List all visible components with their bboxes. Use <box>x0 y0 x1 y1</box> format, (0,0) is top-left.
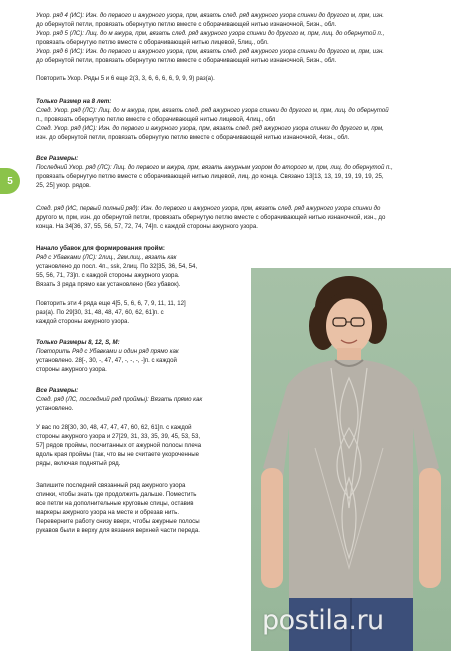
dec-row-line-1: Ряд с Убавками (ЛС): 2лиц., 2вм.лиц., вязать как <box>36 254 177 261</box>
final-line-5: Переверните работу снизу вверх, чтобы ажурные полосы <box>36 518 200 525</box>
size-8-line-1: След. Укор. ряд (ЛС): Лиц. до м ажура, прм, вязать след. ряд ажурного узора спинки до другого м, прм, лиц. до обернутой <box>36 107 389 114</box>
first-full-row-line-2: другого м, прм, изн. до обернутой петли, провязать обернутую петлю вместе с оборачивающей нитью изнаночной, изн., до <box>36 214 386 221</box>
sizes-8-12-s-m-heading: Только Размеры 8, 12, S, M: <box>36 339 120 346</box>
final-line-2: спинки, чтобы знать где продолжить дальше. Поместить <box>36 491 197 498</box>
page-number-badge: 5 <box>0 168 20 194</box>
short-row-5-line-1: Укор. ряд 5 (ЛС): Лиц. до м ажура, прм, вязать след. ряд ажурного узора спинки до другого м, прм, лиц. до обернутой п., <box>36 30 385 37</box>
repeat-4-rows-line-1: Повторить эти 4 ряда еще 4[5, 5, 6, 6, 7, 9, 11, 11, 12] <box>36 300 186 307</box>
total-line-3: 57] рядов проймы, посчитанных от ажурной полосы плеча <box>36 442 202 449</box>
total-line-4: вдоль края проймы (так, что вы не считаете укороченные <box>36 451 200 458</box>
final-line-3: все петли на дополнительные круговые спицы, оставив <box>36 500 194 507</box>
size-8-line-3: След. Укор. ряд (ИС): Изн. до первого и ажурного узора, прм, вязать след. ряд ажурного узора спинки до другого м, прм, <box>36 125 384 132</box>
short-row-6-line-1: Укор. ряд 6 (ИС): Изн. до первого и ажурного узора, прм, вязать след. ряд ажурного узора спинки до другого м, прм, изн. <box>36 48 384 55</box>
sizes-line-1: Повторить Ряд с Убавками и один ряд прямо как <box>36 348 179 355</box>
sizes-line-3: стороны ажурного узора. <box>36 366 107 373</box>
dec-row-line-4: Вязать 3 ряда прямо как установлено (без убавок). <box>36 281 181 288</box>
sizes-line-2: установлено. 28[-, 30, -, 47, 47, -, -, -, -]п. с каждой <box>36 357 177 364</box>
final-line-6: рукавов были в верху для вязания верхней части переда. <box>36 527 200 534</box>
dec-row-line-3: 55, 56, 71, 73]п. с каждой стороны ажурного узора. <box>36 272 180 279</box>
size-8-line-4: изн. до обернутой петли, провязать обернутую петлю вместе с оборачивающей нитью изнаночной, 4изн., обл. <box>36 134 350 141</box>
first-full-row-line-3: конца. На 34[36, 37, 55, 56, 57, 72, 74, 74]п. с каждой стороны ажурного узора. <box>36 223 258 230</box>
postila-watermark: postila.ru <box>262 605 384 636</box>
short-row-4-line-1: Укор. ряд 4 (ИС): Изн. до первого и ажурного узора, прм, вязать след. ряд ажурного узора спинки до другого м, прм, изн. <box>36 12 384 19</box>
armhole-heading: Начало убавок для формирования пройм: <box>36 245 165 252</box>
repeat-4-rows-line-3: каждой стороны ажурного узора. <box>36 318 130 325</box>
sweater-back-illustration <box>251 268 451 651</box>
repeat-short-rows: Повторить Укор. Ряды 5 и 6 еще 2(3, 3, 6, 6, 6, 6, 9, 9, 9) раз(а). <box>36 75 215 82</box>
last-short-row-line-3: 25, 25] укор. рядов. <box>36 182 91 189</box>
size-8-line-2: п., провязать обернутую петлю вместе с оборачивающей нитью лицевой, 4лиц., обл <box>36 116 276 123</box>
short-row-4-line-2: до обернутой петли, провязать обернутую петлю вместе с оборачивающей нитью изнаночной, 5изн., обл. <box>36 21 337 28</box>
total-line-1: У вас по 28[30, 30, 48, 47, 47, 47, 60, 62, 61]п. с каждой <box>36 424 192 431</box>
final-line-4: маркеры ажурного узора на месте и обрезав нить. <box>36 509 180 516</box>
last-short-row-line-2: провязать обернутую петлю вместе с оборачивающей нитью лицевой, лиц. до конца. Связано 13[13, 13, 19, 19, 19, 19, 25, <box>36 173 384 180</box>
short-row-5-line-2: провязать обернутую петлю вместе с оборачивающей нитью лицевой, 5лиц., обл. <box>36 39 269 46</box>
last-armhole-row-line-1: След. ряд (ЛС, последний ряд проймы): Вязать прямо как <box>36 396 203 403</box>
final-line-1: Запишите последний связанный ряд ажурного узора <box>36 482 186 489</box>
total-line-2: стороны ажурного узора и 27[29, 31, 33, 35, 39, 45, 53, 53, <box>36 433 201 440</box>
last-short-row-line-1: Последний Укор. ряд (ЛС): Лиц. до первого м ажура, прм, вязать ажурным узором до второго м, прм, лиц. до обернутой п., <box>36 164 393 171</box>
model-photo <box>251 268 451 651</box>
first-full-row-line-1: След. ряд (ИС, первый полный ряд): Изн. до первого и ажурного узора, прм, вязать след. ряд ажурного узора спинки до <box>36 205 381 212</box>
short-row-6-line-2: до обернутой петли, провязать обернутую петлю вместе с оборачивающей нитью изнаночной, 5изн., обл. <box>36 57 337 64</box>
total-line-5: ряды, включая поднятый ряд. <box>36 460 121 467</box>
last-armhole-row-line-2: установлено. <box>36 405 74 412</box>
size-8-heading: Только Размер на 8 лет: <box>36 98 112 105</box>
repeat-4-rows-line-2: раз(а). По 29[30, 31, 48, 48, 47, 60, 62, 61]п. с <box>36 309 164 316</box>
dec-row-line-2: установлено до посл. 4п., ssk, 2лиц. По 32[35, 36, 54, 54, <box>36 263 198 270</box>
all-sizes-heading-2: Все Размеры: <box>36 387 79 394</box>
all-sizes-heading: Все Размеры: <box>36 155 79 162</box>
